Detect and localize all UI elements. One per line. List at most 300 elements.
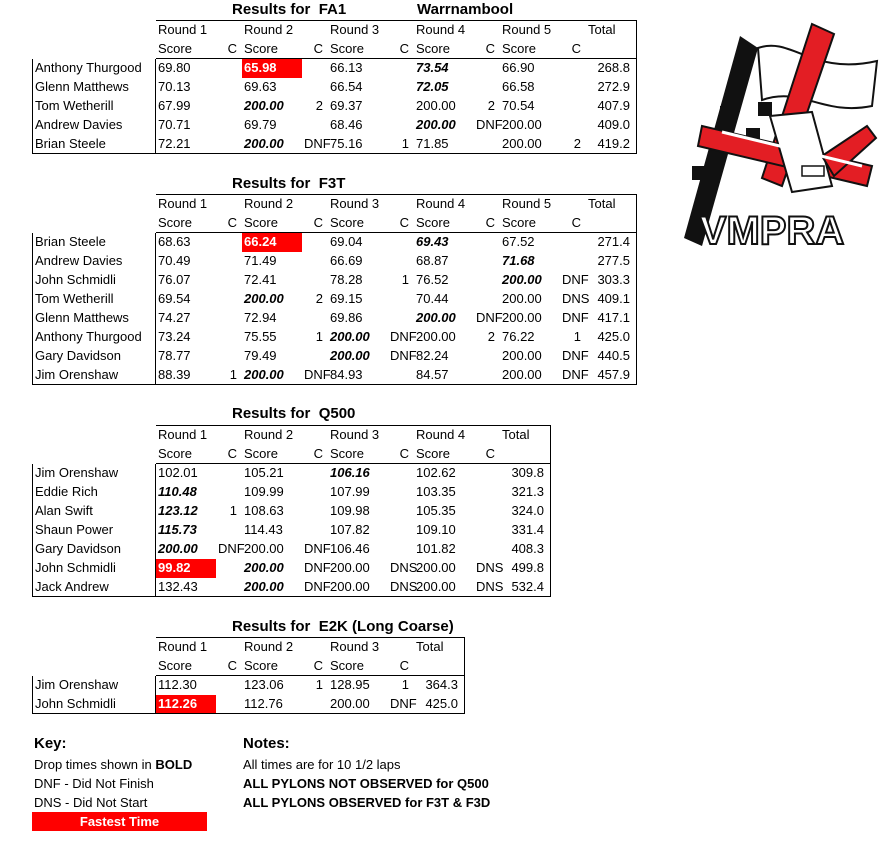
- score-cell: 67.99: [156, 97, 216, 116]
- score-cell: 102.62: [414, 464, 474, 483]
- corner-cell: [33, 195, 156, 214]
- c-cell: [474, 347, 500, 366]
- pilot-name: John Schmidli: [33, 695, 156, 714]
- c-cell: 2: [315, 291, 323, 306]
- score-cell: 123.12: [156, 502, 216, 521]
- score-cell: 200.00: [328, 559, 388, 578]
- q500-title: Results for Q500: [232, 405, 356, 422]
- pilot-name: Jim Orenshaw: [33, 676, 156, 695]
- pilot-name: Andrew Davies: [33, 252, 156, 271]
- c-cell: [216, 290, 242, 309]
- c-cell: 2: [315, 98, 323, 113]
- fa1-results-table: [32, 20, 637, 154]
- table-row: [33, 290, 637, 309]
- score-cell: 69.79: [242, 116, 302, 135]
- score-cell: 67.52: [500, 233, 560, 252]
- score-cell: 108.63: [242, 502, 302, 521]
- c-cell: [474, 290, 500, 309]
- c-cell: [474, 464, 500, 483]
- score-header: Score: [414, 214, 474, 233]
- c-cell: [388, 116, 414, 135]
- score-header: Score: [328, 214, 388, 233]
- pilot-name: Anthony Thurgood: [33, 59, 156, 78]
- score-cell: 76.22: [500, 328, 560, 347]
- score-header: Score: [242, 657, 302, 676]
- c-header: C: [216, 40, 242, 59]
- key-section: [34, 733, 207, 831]
- score-cell: 102.01: [156, 464, 216, 483]
- note-line: ALL PYLONS OBSERVED for F3T & F3D: [243, 795, 491, 810]
- key-heading: Key:: [34, 735, 67, 752]
- c-cell: [302, 116, 328, 135]
- fa1-title: Results for FA1: [232, 1, 347, 18]
- score-cell: 200.00: [242, 135, 302, 154]
- c-cell: [474, 233, 500, 252]
- score-cell: 66.13: [328, 59, 388, 78]
- score-cell: 82.24: [414, 347, 474, 366]
- c-cell: [216, 559, 242, 578]
- total-cell: 417.1: [586, 309, 637, 328]
- c-header: C: [216, 657, 242, 676]
- score-cell: 84.93: [328, 366, 388, 385]
- logo-text: VMPRA: [699, 209, 845, 253]
- c-cell: 2: [487, 329, 495, 344]
- c-cell: DNF: [304, 541, 331, 556]
- score-cell: 65.98: [242, 59, 302, 78]
- score-header: Score: [156, 40, 216, 59]
- c-cell: [216, 252, 242, 271]
- c-cell: DNF: [388, 695, 414, 714]
- c-header: C: [388, 214, 414, 233]
- round-header: Round 2: [242, 426, 328, 445]
- total-header: Total: [414, 638, 465, 657]
- c-cell: DNF: [390, 329, 417, 344]
- c-cell: [560, 97, 586, 116]
- score-cell: 200.00: [500, 347, 560, 366]
- c-cell: [560, 78, 586, 97]
- total-cell: 532.4: [500, 578, 551, 597]
- c-cell: DNF: [562, 310, 589, 325]
- total-cell: 499.8: [500, 559, 551, 578]
- c-header: C: [302, 445, 328, 464]
- c-cell: [474, 271, 500, 290]
- c-cell: [302, 309, 328, 328]
- c-cell: [388, 97, 414, 116]
- round-header: Round 3: [328, 638, 414, 657]
- c-cell: DNF: [302, 135, 328, 154]
- table-row: [33, 578, 551, 597]
- c-cell: DNS: [390, 560, 418, 575]
- score-header: Score: [414, 40, 474, 59]
- score-cell: 68.63: [156, 233, 216, 252]
- c-header: C: [388, 445, 414, 464]
- table-row: [33, 695, 465, 714]
- round-header: Round 3: [328, 426, 414, 445]
- score-cell: 70.44: [414, 290, 474, 309]
- c-cell: [216, 464, 242, 483]
- pilot-name: Glenn Matthews: [33, 78, 156, 97]
- score-cell: 69.15: [328, 290, 388, 309]
- score-header: Score: [414, 445, 474, 464]
- table-row: [33, 502, 551, 521]
- c-cell: DNF: [562, 272, 589, 287]
- c-header: C: [216, 445, 242, 464]
- score-cell: 84.57: [414, 366, 474, 385]
- score-header: Score: [500, 40, 560, 59]
- total-cell: 321.3: [500, 483, 551, 502]
- c-cell: 1: [388, 135, 414, 154]
- pilot-name: Glenn Matthews: [33, 309, 156, 328]
- c-cell: DNS: [474, 578, 500, 597]
- corner-cell: [33, 21, 156, 40]
- score-cell: 66.90: [500, 59, 560, 78]
- pilot-name: Tom Wetherill: [33, 290, 156, 309]
- score-header: Score: [500, 214, 560, 233]
- pilot-name: Gary Davidson: [33, 540, 156, 559]
- corner-cell: [33, 426, 156, 445]
- round-header: Round 4: [414, 21, 500, 40]
- score-cell: 78.28: [328, 271, 388, 290]
- score-header: Score: [328, 40, 388, 59]
- score-cell: 75.16: [328, 135, 388, 154]
- c-header: C: [560, 40, 586, 59]
- c-cell: [474, 366, 500, 385]
- score-cell: 200.00: [156, 540, 216, 559]
- round-header: Round 2: [242, 21, 328, 40]
- score-cell: 109.10: [414, 521, 474, 540]
- table-row: [33, 366, 637, 385]
- c-cell: 1: [401, 272, 409, 287]
- c-cell: [388, 502, 414, 521]
- round-header: Round 2: [242, 638, 328, 657]
- round-header: Round 5: [500, 195, 586, 214]
- table-row: [33, 328, 637, 347]
- c-cell: DNF: [218, 541, 245, 556]
- c-cell: 1: [302, 676, 328, 695]
- score-cell: 78.77: [156, 347, 216, 366]
- c-cell: [216, 483, 242, 502]
- pilot-name: Eddie Rich: [33, 483, 156, 502]
- score-cell: 200.00: [328, 328, 388, 347]
- vmpra-logo: [662, 16, 882, 256]
- c-cell: [388, 540, 414, 559]
- fa1-location: Warrnambool: [417, 1, 514, 18]
- score-header: Score: [242, 40, 302, 59]
- score-header: Score: [156, 445, 216, 464]
- c-header: C: [474, 40, 500, 59]
- score-cell: 73.54: [414, 59, 474, 78]
- score-cell: 107.82: [328, 521, 388, 540]
- c-cell: [560, 59, 586, 78]
- score-cell: 68.87: [414, 252, 474, 271]
- c-header: C: [302, 214, 328, 233]
- table-row: [33, 233, 637, 252]
- score-cell: 200.00: [500, 309, 560, 328]
- c-cell: [216, 97, 242, 116]
- score-cell: 106.16: [328, 464, 388, 483]
- table-row: [33, 309, 637, 328]
- c-cell: [388, 78, 414, 97]
- score-cell: 200.00: [242, 366, 302, 385]
- score-cell: 105.35: [414, 502, 474, 521]
- c-cell: [302, 252, 328, 271]
- table-row: [33, 97, 637, 116]
- score-header: Score: [156, 214, 216, 233]
- corner-cell: [33, 638, 156, 657]
- c-cell: [302, 464, 328, 483]
- key-dns: DNS - Did Not Start: [34, 795, 148, 810]
- c-cell: DNF: [560, 366, 586, 385]
- c-cell: DNS: [476, 560, 504, 575]
- c-cell: [216, 116, 242, 135]
- round-header: Round 1: [156, 21, 242, 40]
- score-cell: 200.00: [328, 695, 388, 714]
- total-header: Total: [586, 21, 637, 40]
- total-cell: 457.9: [586, 366, 637, 385]
- c-cell: [388, 59, 414, 78]
- total-cell: 425.0: [586, 328, 637, 347]
- c-header: C: [474, 214, 500, 233]
- score-cell: 112.26: [156, 695, 216, 714]
- key-drop-times: Drop times shown in BOLD: [34, 757, 193, 772]
- score-cell: 70.49: [156, 252, 216, 271]
- c-cell: [216, 676, 242, 695]
- score-cell: 200.00: [414, 328, 474, 347]
- score-cell: 88.39: [156, 366, 216, 385]
- c-cell: [388, 252, 414, 271]
- score-cell: 114.43: [242, 521, 302, 540]
- score-cell: 68.46: [328, 116, 388, 135]
- pilot-name: Jim Orenshaw: [33, 464, 156, 483]
- score-cell: 200.00: [500, 271, 560, 290]
- score-cell: 99.82: [156, 559, 216, 578]
- table-row: [33, 271, 637, 290]
- c-cell: DNF: [304, 560, 331, 575]
- score-cell: 74.27: [156, 309, 216, 328]
- score-cell: 112.76: [242, 695, 302, 714]
- total-cell: 364.3: [414, 676, 465, 695]
- pilot-name: Tom Wetherill: [33, 97, 156, 116]
- c-cell: [560, 252, 586, 271]
- pilot-name: John Schmidli: [33, 559, 156, 578]
- f3t-title: Results for F3T: [232, 175, 346, 192]
- score-cell: 200.00: [500, 290, 560, 309]
- score-cell: 79.49: [242, 347, 302, 366]
- score-cell: 72.05: [414, 78, 474, 97]
- table-row: [33, 521, 551, 540]
- c-cell: 1: [216, 366, 242, 385]
- score-cell: 200.00: [414, 309, 474, 328]
- total-cell: 277.5: [586, 252, 637, 271]
- c-cell: [388, 233, 414, 252]
- score-cell: 71.49: [242, 252, 302, 271]
- pilot-name: Shaun Power: [33, 521, 156, 540]
- score-cell: 109.98: [328, 502, 388, 521]
- pilot-name: Alan Swift: [33, 502, 156, 521]
- score-cell: 128.95: [328, 676, 388, 695]
- c-cell: [216, 59, 242, 78]
- score-cell: 72.41: [242, 271, 302, 290]
- c-cell: 1: [229, 503, 237, 518]
- c-cell: [216, 695, 242, 714]
- round-header: Round 1: [156, 426, 242, 445]
- score-header: Score: [242, 445, 302, 464]
- c-cell: DNF: [390, 348, 417, 363]
- key-dnf: DNF - Did Not Finish: [34, 776, 154, 791]
- score-cell: 200.00: [242, 290, 302, 309]
- score-cell: 106.46: [328, 540, 388, 559]
- c-cell: [388, 366, 414, 385]
- table-row: [33, 252, 637, 271]
- c-header: C: [216, 214, 242, 233]
- table-row: [33, 347, 637, 366]
- table-row: [33, 540, 551, 559]
- score-cell: 76.07: [156, 271, 216, 290]
- pilot-name: Anthony Thurgood: [33, 328, 156, 347]
- score-header: Score: [328, 445, 388, 464]
- c-cell: [560, 116, 586, 135]
- c-cell: [474, 78, 500, 97]
- total-cell: 324.0: [500, 502, 551, 521]
- total-cell: 331.4: [500, 521, 551, 540]
- score-cell: 103.35: [414, 483, 474, 502]
- score-cell: 66.24: [242, 233, 302, 252]
- total-cell: 271.4: [586, 233, 637, 252]
- total-cell: 268.8: [586, 59, 637, 78]
- c-cell: DNF: [302, 578, 328, 597]
- score-cell: 200.00: [500, 116, 560, 135]
- score-cell: 71.85: [414, 135, 474, 154]
- round-header: Round 2: [242, 195, 328, 214]
- pilot-name: Jim Orenshaw: [33, 366, 156, 385]
- c-cell: [302, 502, 328, 521]
- c-cell: [474, 502, 500, 521]
- c-cell: [216, 578, 242, 597]
- round-header: Round 5: [500, 21, 586, 40]
- notes-heading: Notes:: [243, 735, 290, 752]
- score-cell: 66.58: [500, 78, 560, 97]
- score-header: Score: [328, 657, 388, 676]
- score-cell: 200.00: [242, 559, 302, 578]
- c-header: C: [560, 214, 586, 233]
- key-fastest-time: Fastest Time: [32, 812, 207, 831]
- notes-section: [243, 733, 490, 812]
- total-cell: 272.9: [586, 78, 637, 97]
- c-header: C: [302, 40, 328, 59]
- c-cell: [388, 464, 414, 483]
- total-cell: 408.3: [500, 540, 551, 559]
- score-cell: 105.21: [242, 464, 302, 483]
- score-header: Score: [242, 214, 302, 233]
- score-cell: 200.00: [328, 578, 388, 597]
- c-cell: [474, 135, 500, 154]
- score-cell: 200.00: [242, 578, 302, 597]
- total-cell: 407.9: [586, 97, 637, 116]
- score-cell: 72.94: [242, 309, 302, 328]
- c-cell: [302, 347, 328, 366]
- c-cell: DNF: [476, 117, 503, 132]
- total-cell: 440.5: [586, 347, 637, 366]
- table-row: [33, 464, 551, 483]
- score-cell: 76.52: [414, 271, 474, 290]
- score-cell: 69.43: [414, 233, 474, 252]
- pilot-name: John Schmidli: [33, 271, 156, 290]
- c-cell: [474, 59, 500, 78]
- total-cell: 425.0: [414, 695, 465, 714]
- c-cell: [388, 309, 414, 328]
- total-header: Total: [586, 195, 637, 214]
- score-cell: 73.24: [156, 328, 216, 347]
- score-cell: 69.37: [328, 97, 388, 116]
- score-cell: 200.00: [242, 97, 302, 116]
- score-cell: 200.00: [328, 347, 388, 366]
- score-cell: 70.54: [500, 97, 560, 116]
- table-row: [33, 59, 637, 78]
- round-header: Round 3: [328, 195, 414, 214]
- f3t-results-table: [32, 194, 637, 385]
- round-header: Round 4: [414, 195, 500, 214]
- table-row: [33, 78, 637, 97]
- c-cell: [302, 59, 328, 78]
- score-cell: 112.30: [156, 676, 216, 695]
- c-cell: [302, 271, 328, 290]
- score-cell: 72.21: [156, 135, 216, 154]
- total-cell: 409.0: [586, 116, 637, 135]
- table-row: [33, 559, 551, 578]
- score-cell: 101.82: [414, 540, 474, 559]
- c-cell: [474, 483, 500, 502]
- score-cell: 115.73: [156, 521, 216, 540]
- pilot-name: Brian Steele: [33, 135, 156, 154]
- c-cell: [216, 328, 242, 347]
- score-cell: 200.00: [500, 135, 560, 154]
- score-cell: 69.04: [328, 233, 388, 252]
- c-cell: 1: [573, 329, 581, 344]
- c-cell: 2: [560, 135, 586, 154]
- total-header: Total: [500, 426, 551, 445]
- table-row: [33, 676, 465, 695]
- round-header: Round 1: [156, 638, 242, 657]
- total-cell: 309.8: [500, 464, 551, 483]
- e2k-results-table: [32, 637, 465, 714]
- c-cell: 2: [487, 98, 495, 113]
- c-cell: DNS: [562, 291, 590, 306]
- score-cell: 200.00: [242, 540, 302, 559]
- score-cell: 200.00: [414, 578, 474, 597]
- total-cell: 419.2: [586, 135, 637, 154]
- score-cell: 69.63: [242, 78, 302, 97]
- c-cell: [302, 695, 328, 714]
- c-cell: [216, 135, 242, 154]
- pilot-name: Brian Steele: [33, 233, 156, 252]
- pilot-name: Gary Davidson: [33, 347, 156, 366]
- score-cell: 71.68: [500, 252, 560, 271]
- score-cell: 109.99: [242, 483, 302, 502]
- c-cell: [388, 483, 414, 502]
- c-cell: [216, 347, 242, 366]
- score-cell: 69.86: [328, 309, 388, 328]
- c-cell: [216, 233, 242, 252]
- c-cell: [216, 78, 242, 97]
- c-cell: [474, 540, 500, 559]
- c-cell: [388, 521, 414, 540]
- c-cell: [302, 521, 328, 540]
- c-cell: [216, 521, 242, 540]
- c-cell: 1: [388, 676, 414, 695]
- table-row: [33, 483, 551, 502]
- c-header: C: [302, 657, 328, 676]
- c-cell: [560, 233, 586, 252]
